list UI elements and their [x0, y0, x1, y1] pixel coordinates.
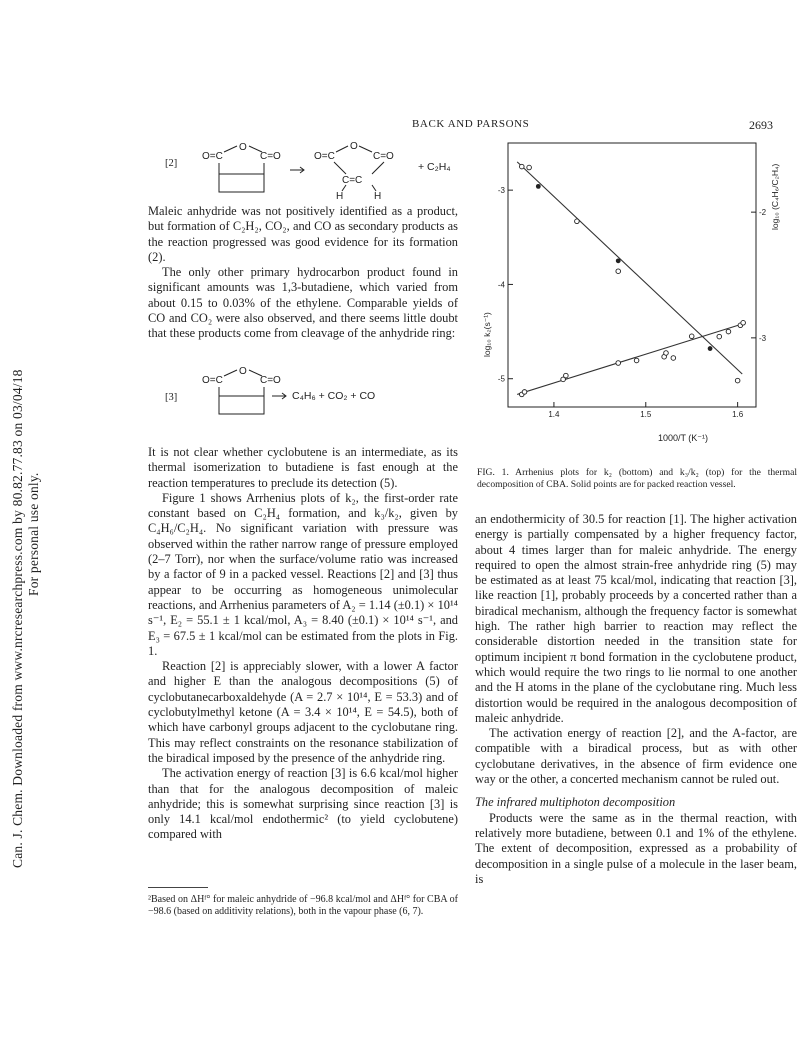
svg-text:O=C: O=C [202, 151, 223, 162]
paragraph-activation-2: The activation energy of reaction [2], and the A-factor, are compatible with a biradical process, but as with other cyclobutane derivatives, in the absence of firm evidence one way or the other, a concerted mechanism cannot be ruled out. [475, 726, 797, 787]
svg-text:O: O [239, 142, 247, 153]
open-point-0-12 [741, 320, 746, 325]
solid-point-1-2 [708, 346, 713, 351]
open-point-0-5 [634, 358, 639, 363]
svg-text:C=O: C=O [260, 151, 281, 162]
open-point-0-4 [616, 361, 621, 366]
open-point-0-8 [671, 356, 676, 361]
x-axis-label: 1000/T (K⁻¹) [657, 433, 709, 443]
y-right-tick-label-1: -2 [759, 208, 767, 218]
open-point-1-0 [519, 164, 524, 169]
reaction-2-label: [2] [165, 158, 178, 169]
section-heading: The infrared multiphoton decomposition [475, 795, 676, 810]
y-right-axis-label: log₁₀ (C₄H₆/C₂H₄) [770, 163, 780, 230]
svg-text:O: O [239, 366, 247, 377]
paragraph-cyclobutene: It is not clear whether cyclobutene is an intermediate, as its thermal isomerization to butadiene is fast enough at the reaction temperatures to preclude its detection (5). [148, 445, 458, 490]
paragraph-multiphoton: Products were the same as in the thermal reaction, with relatively more butadiene, between 0.1 and 1% of the ethylene. The extent of decomposition, expressed as a probability of decomposition in a single pulse of a molecule in the laser beam, is [475, 810, 797, 886]
paragraph-reaction2: Reaction [2] is appreciably slower, with a lower A factor and higher E than the analogous decompositions (5) of cyclobutanecarboxaldehyde (A = 2.7 × 10¹⁴, E = 53.3) and of cyclobutylmethyl ketone (A = 3.4 × 10¹⁴, E = 54.5), both of which have carbonyl groups adjacent to the cyclobutane ring. This may reflect constraints on the resonance stabilization of the biradical imposed by the presence of the anhydride ring. [148, 659, 458, 765]
footnote-rule [148, 887, 208, 888]
y-left-tick-label-1: -4 [497, 280, 505, 290]
fit-line-0 [517, 324, 742, 394]
left-column-top [148, 204, 458, 342]
open-point-1-4 [689, 334, 694, 339]
left-column-bottom [148, 445, 458, 843]
x-tick-label-2: 1.6 [732, 410, 744, 419]
y-left-tick-label-0: -3 [497, 186, 505, 196]
download-watermark-2 [26, 472, 41, 596]
running-head: BACK AND PARSONS [412, 118, 530, 130]
reaction-3-products: C₄H₆ + CO₂ + CO [292, 390, 376, 402]
svg-text:O=C: O=C [314, 151, 335, 162]
open-point-0-3 [564, 373, 569, 378]
paragraph-maleic: Maleic anhydride was not positively identified as a product, but formation of C₂H₂, CO₂, and CO as secondary products as the reaction progressed was good evidence for its formation (2). [148, 204, 458, 264]
reaction-2-scheme [186, 138, 476, 200]
open-point-0-1 [522, 390, 527, 395]
svg-text:O=C: O=C [202, 375, 223, 386]
reaction-2-extra: + C₂H₄ [418, 161, 451, 173]
open-point-0-7 [664, 351, 669, 356]
open-point-0-9 [717, 334, 722, 339]
solid-point-1-0 [536, 184, 541, 189]
y-left-axis-label: log₁₀ k₂(s⁻¹) [482, 312, 492, 357]
watermark-line-2: For personal use only. [26, 472, 41, 596]
y-right-tick-label-0: -3 [759, 333, 767, 343]
reaction-3-label: [3] [165, 392, 178, 403]
fit-line-1 [517, 162, 742, 374]
figure-caption: FIG. 1. Arrhenius plots for k₂ (bottom) and k₃/k₂ (top) for the thermal decomposition of CBA. Solid points are for packed reaction vessel. [477, 467, 797, 490]
paragraph-endothermicity: an endothermicity of 30.5 for reaction [1]. The higher activation energy is partially compensated by a higher frequency factor, about 4 times larger than for maleic anhydride. The energy required to open the almost strain-free anhydride ring (5) may be estimated as at least 75 kcal/mol, indicating that reaction [3], like reaction [1], probably proceeds by a concerted rather than a biradical mechanism, although the frequency factor is somewhat high. The rather high barrier to reaction may reflect the considerable distortion needed in the transition state for optimum incipient π bond formation in the cyclobutene product, which would require the two rings to lie normal to one another and the H atoms in the plane of the cyclobutane ring. Much less distortion would be required in the analogous decomposition of maleic anhydride. [475, 512, 797, 725]
x-tick-label-0: 1.4 [548, 410, 560, 419]
right-column [475, 512, 797, 887]
svg-text:H: H [374, 191, 382, 200]
solid-point-1-1 [616, 258, 621, 263]
x-tick-label-1: 1.5 [640, 410, 652, 419]
y-left-tick-label-2: -5 [497, 374, 505, 384]
open-point-1-5 [735, 378, 740, 383]
paragraph-activation: The activation energy of reaction [3] is 6.6 kcal/mol higher than that for the analogous decomposition of maleic anhydride; this is somewhat surprising since reaction [3] is only 14.1 kcal/mol endothermic² (to yield cyclobutene) compared with [148, 766, 458, 842]
svg-text:H: H [336, 191, 344, 200]
reaction-3-scheme [186, 362, 436, 418]
svg-text:C=C: C=C [342, 175, 363, 186]
open-point-1-1 [527, 165, 532, 170]
open-point-1-3 [616, 269, 621, 274]
open-point-1-2 [575, 219, 580, 224]
svg-text:C=O: C=O [373, 151, 394, 162]
figure-1-chart [478, 135, 798, 480]
svg-text:O: O [350, 141, 358, 152]
svg-text:C=O: C=O [260, 375, 281, 386]
open-point-0-10 [726, 329, 731, 334]
paragraph-figure1: Figure 1 shows Arrhenius plots of k₂, the first-order rate constant based on C₂H₄ formation, and k₃/k₂, given by C₄H₆/C₂H₄. No significant variation with pressure was observed within the rather narrow range of pressure employed (2–7 Torr), nor when the surface/volume ratio was increased by a factor of 9 in a packed vessel. Reactions [2] and [3] thus appear to be occurring as homogeneous unimolecular reactions, and Arrhenius parameters of A₂ = 1.14 (±0.1) × 10¹⁴ s⁻¹, E₂ = 55.1 ± 1 kcal/mol, A₃ = 8.40 (±0.1) × 10¹⁴ s⁻¹, and E₃ = 67.5 ± 1 kcal/mol can be estimated from the plots in Fig. 1. [148, 490, 458, 658]
footnote: ²Based on ΔHᶠ° for maleic anhydride of −96.8 kcal/mol and ΔHᶠ° for CBA of −98.6 (based on additivity relations), both in the vapour phase (6, 7). [148, 894, 458, 918]
watermark-line-1: Can. J. Chem. Downloaded from www.nrcresearchpress.com by 80.82.77.83 on 03/04/18 [10, 369, 25, 868]
download-watermark [10, 369, 25, 868]
page-number: 2693 [749, 118, 773, 132]
paragraph-butadiene: The only other primary hydrocarbon product found in significant amounts was 1,3-butadiene, which varied from about 0.15 to 0.03% of the ethylene. Comparable yields of CO and CO₂ were also observed, and there seems little doubt that these products come from cleavage of the anhydride ring: [148, 265, 458, 341]
plot-frame [508, 143, 756, 407]
